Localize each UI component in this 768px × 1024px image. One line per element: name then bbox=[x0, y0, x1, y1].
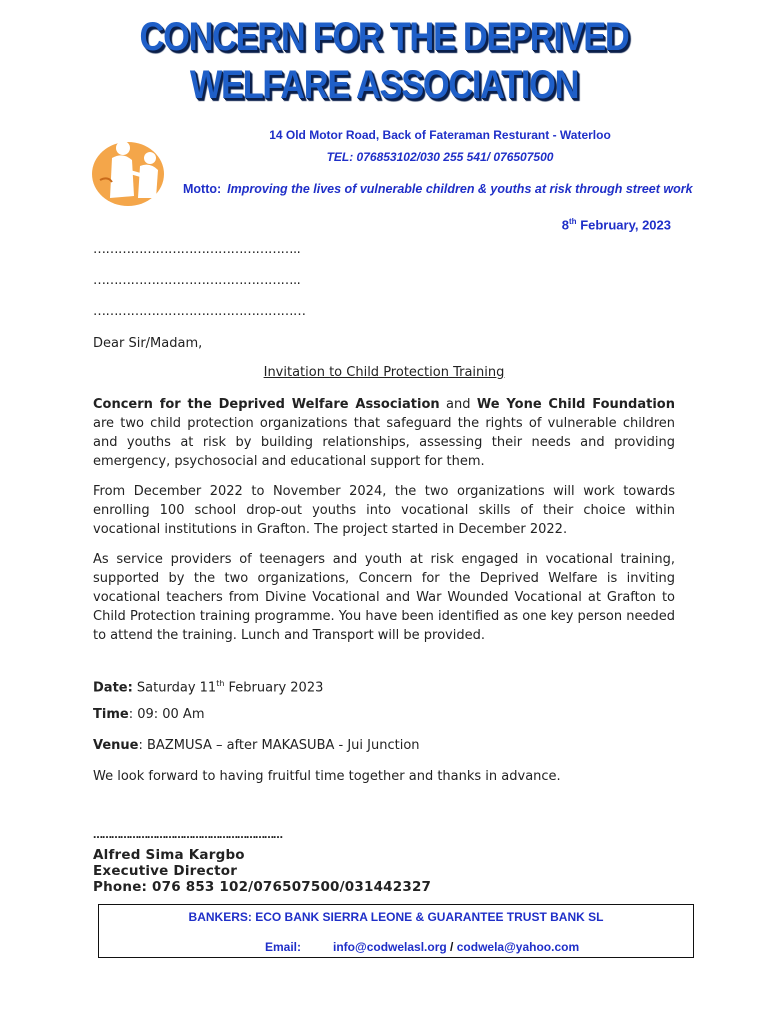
footer-box bbox=[98, 904, 694, 958]
caregiver-with-child-logo-icon bbox=[90, 136, 170, 208]
motto bbox=[183, 182, 693, 196]
signatory-phone: Phone: 076 853 102/076507500/031442327 bbox=[93, 879, 432, 895]
letter-date: 8th February, 2023 bbox=[561, 217, 671, 233]
org-address: 14 Old Motor Road, Back of Fateraman Resturant - Waterloo bbox=[269, 128, 611, 142]
org-telephone: TEL: 076853102/030 255 541/ 076507500 bbox=[326, 150, 554, 164]
recipient-line-2: ………………………………………….. bbox=[93, 273, 301, 288]
email-link-1[interactable]: info@codwelasl.org bbox=[333, 940, 447, 954]
letter-subject: Invitation to Child Protection Training bbox=[263, 365, 505, 380]
signature-line: ……………………………………………………… bbox=[93, 830, 282, 841]
email-link-2[interactable]: codwela@yahoo.com bbox=[456, 940, 580, 954]
org-title-line2: WELFARE ASSOCIATION bbox=[189, 63, 579, 107]
motto-label: Motto: bbox=[183, 182, 222, 196]
closing-remark: We look forward to having fruitful time together and thanks in advance. bbox=[93, 769, 561, 784]
training-date: Date: Saturday 11th February 2023 bbox=[93, 679, 324, 696]
recipient-line-1: ………………………………………….. bbox=[93, 242, 301, 257]
org-name-1: Concern for the Deprived Welfare Association bbox=[93, 397, 440, 412]
signatory-name: Alfred Sima Kargbo bbox=[93, 847, 245, 863]
email-label: Email: bbox=[265, 940, 302, 954]
recipient-line-3: …………………………………………… bbox=[93, 304, 306, 319]
paragraph-3: As service providers of teenagers and youth at risk engaged in vocational training, supported by the two organizations, Concern for the Deprived Welfare is inviting vocational teachers from Divine Vocational and War Wounded Vocational at Grafton to Child Protection training programme. You have been identified as one key person needed to attend the training. Lunch and Transport will be provided. bbox=[93, 552, 675, 643]
training-venue: Venue: BAZMUSA – after MAKASUBA - Jui Junction bbox=[93, 738, 420, 753]
motto-text: Improving the lives of vulnerable children & youths at risk through street work bbox=[227, 182, 693, 196]
signatory-title: Executive Director bbox=[93, 863, 238, 879]
bankers-info: BANKERS: ECO BANK SIERRA LEONE & GUARANTEE TRUST BANK SL bbox=[188, 910, 604, 924]
org-name-2: We Yone Child Foundation bbox=[476, 397, 675, 412]
salutation: Dear Sir/Madam, bbox=[93, 336, 203, 351]
org-title-line1: CONCERN FOR THE DEPRIVED bbox=[139, 15, 629, 59]
paragraph-2: From December 2022 to November 2024, the two organizations will work towards enrolling 100 school drop-out youths into vocational skills of their choice within vocational institutions in Grafton. The project started in December 2022. bbox=[93, 484, 675, 537]
paragraph-1: Concern for the Deprived Welfare Association and We Yone Child Foundation are two child protection organizations that safeguard the rights of vulnerable children and youths at risk by building relationships, assessing their needs and providing emergency, psychosocial and educational support for them. bbox=[93, 397, 675, 469]
email-addresses: info@codwelasl.org / codwela@yahoo.com bbox=[333, 940, 580, 954]
training-time: Time: 09: 00 Am bbox=[93, 707, 205, 722]
